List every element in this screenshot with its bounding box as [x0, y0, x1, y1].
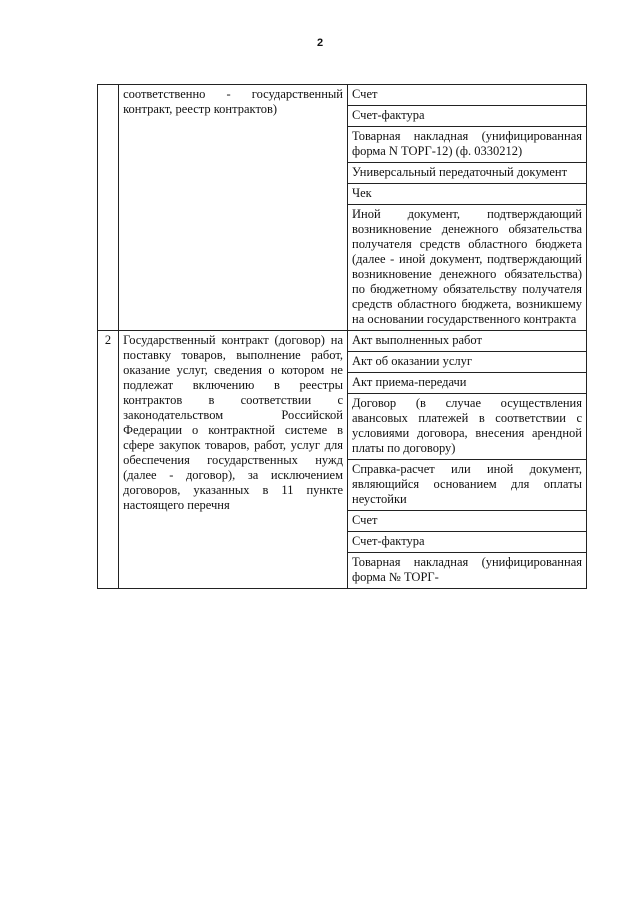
row-number: 2 [98, 331, 119, 589]
document-cell: Товарная накладная (унифицированная форма N ТОРГ-12) (ф. 0330212) [348, 127, 587, 163]
document-cell: Счет-фактура [348, 106, 587, 127]
document-cell: Чек [348, 184, 587, 205]
document-cell: Договор (в случае осуществления авансовых платежей в соответствии с условиями договора, внесения арендной платы по договору) [348, 394, 587, 460]
table-row [98, 85, 587, 106]
document-cell: Универсальный передаточный документ [348, 163, 587, 184]
document-cell: Товарная накладная (унифицированная форма № ТОРГ- [348, 553, 587, 589]
document-cell: Иной документ, подтверждающий возникновение денежного обязательства получателя средств областного бюджета (далее - иной документ, подтверждающий возникновение денежного обязательства) по бюджетному обязательству получателя средств областного бюджета, возникшему на основании государственного контракта [348, 205, 587, 331]
row-number [98, 85, 119, 331]
document-cell: Акт об оказании услуг [348, 352, 587, 373]
page-number: 2 [316, 37, 324, 49]
document-cell: Счет [348, 85, 587, 106]
basis-cell: Государственный контракт (договор) на поставку товаров, выполнение работ, оказание услуг, сведения о котором не подлежат включению в реестры контрактов в соответствии с законодательством Российской Федерации о контрактной системе в сфере закупок товаров, работ, услуг для обеспечения государственных нужд (далее - договор), за исключением договоров, указанных в 11 пункте настоящего перечня [119, 331, 348, 589]
documents-table [97, 84, 587, 589]
document-cell: Справка-расчет или иной документ, являющийся основанием для оплаты неустойки [348, 460, 587, 511]
document-cell: Акт выполненных работ [348, 331, 587, 352]
document-cell: Счет-фактура [348, 532, 587, 553]
document-cell: Счет [348, 511, 587, 532]
table-row [98, 331, 587, 352]
document-cell: Акт приема-передачи [348, 373, 587, 394]
basis-cell: соответственно - государственный контракт, реестр контрактов) [119, 85, 348, 331]
